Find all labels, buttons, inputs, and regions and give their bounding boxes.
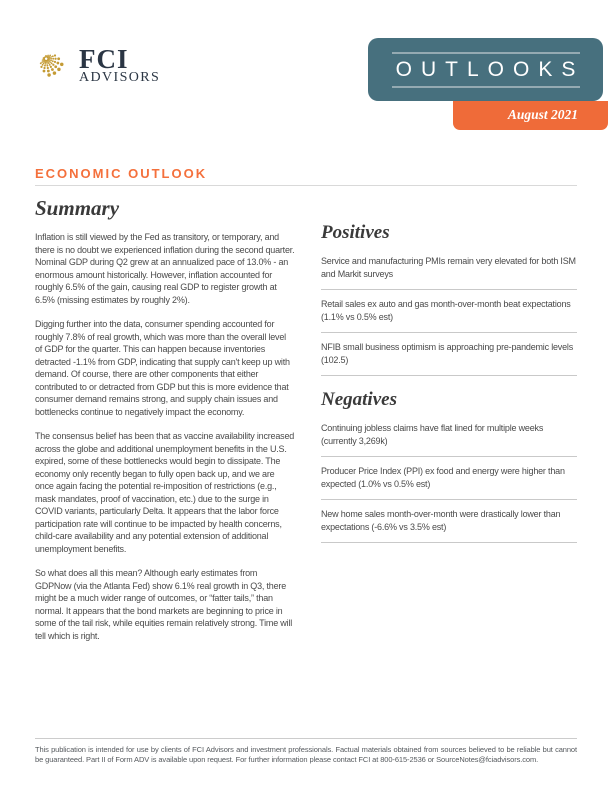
negative-item: New home sales month-over-month were drastically lower than expectations (-6.6% vs 3.5% est) xyxy=(321,500,577,543)
highlights-column xyxy=(321,196,577,654)
negatives-heading: Negatives xyxy=(321,389,397,410)
positive-item: NFIB small business optimism is approaching pre-pandemic levels (102.5) xyxy=(321,333,577,376)
outlooks-banner-inner xyxy=(392,52,585,88)
footer-disclaimer: This publication is intended for use by clients of FCI Advisors and investment professionals. Factual materials obtained from sources believed to be reliable but cannot be guaranteed. Part II of Form ADV is available upon request. For further information please contact FCI at 800-615-2536 or SourceNotes@fciadvisors.com. xyxy=(35,745,577,764)
positive-item: Service and manufacturing PMIs remain very elevated for both ISM and Markit surveys xyxy=(321,247,577,290)
publication-title: OUTLOOKS xyxy=(395,57,585,81)
banner-rule-bottom xyxy=(392,86,580,88)
negatives-list xyxy=(321,414,577,543)
issue-date-banner xyxy=(453,101,608,130)
footer xyxy=(35,738,577,764)
brand-logo xyxy=(36,44,161,86)
banner-rule-top xyxy=(392,52,580,54)
outlooks-banner xyxy=(368,38,603,101)
summary-heading: Summary xyxy=(35,196,120,220)
section-divider xyxy=(35,185,577,186)
content-columns xyxy=(35,196,577,654)
positives-list xyxy=(321,247,577,376)
summary-paragraph: Digging further into the data, consumer spending accounted for roughly 7.8% of real growth, which was more than the overall level of GDP for the quarter. This can happen because inventories detracted -1.1% from GDP, indicating that supply can't keep up with demand. Of course, there are other components that either contributed to or detracted from GDP but this is more evidence that consumer demand remains strong, and supply chain issues and bottlenecks continue to negatively impact the economy. xyxy=(35,319,290,417)
brand-name xyxy=(79,44,161,85)
summary-body xyxy=(35,231,295,642)
summary-column xyxy=(35,196,295,654)
negative-item: Producer Price Index (PPI) ex food and energy were higher than expected (1.0% vs 0.5% est) xyxy=(321,457,577,500)
brand-name-bottom: ADVISORS xyxy=(79,70,161,85)
positive-item: Retail sales ex auto and gas month-over-month beat expectations (1.1% vs 0.5% est) xyxy=(321,290,577,333)
summary-paragraph: So what does all this mean? Although early estimates from GDPNow (via the Atlanta Fed) show 6.1% real growth in Q3, there might be a much wider range of outcomes, or “fatter tails,” than normal. It appears that the bond markets are beginning to price in some of the tail risk, while equities remain relatively strong. Time will tell which is right. xyxy=(35,568,292,641)
positives-heading: Positives xyxy=(321,222,390,243)
issue-date: August 2021 xyxy=(507,107,578,122)
negative-item: Continuing jobless claims have flat lined for multiple weeks (currently 3,269k) xyxy=(321,414,577,457)
dotted-globe-icon xyxy=(36,48,67,86)
summary-paragraph: The consensus belief has been that as vaccine availability increased across the globe and additional unemployment benefits in the U.S. expired, some of these bottlenecks would begin to dissipate. The economy only recently began to fully open back up, and we are once again facing the potential re-imposition of restrictions (e.g., mask mandates, proof of vaccination, etc.) due to the surge in COVID variants, particularly Delta. It appears that the labor force participation rate will continue to be impacted by health concerns, child-care availability and any potential extension of additional unemployment benefits. xyxy=(35,431,295,554)
section-heading: ECONOMIC OUTLOOK xyxy=(35,166,208,181)
summary-paragraph: Inflation is still viewed by the Fed as transitory, or temporary, and there is no doubt we experienced inflation during the second quarter. Nominal GDP during Q2 grew at an annualized pace of 13.0% - an enormous amount historically. However, inflation accounted for roughly 6.5% of the gain, causing real GDP to register growth at 6.5% (missing estimates by roughly 2%). xyxy=(35,232,295,305)
brand-name-top: FCI xyxy=(79,44,129,74)
